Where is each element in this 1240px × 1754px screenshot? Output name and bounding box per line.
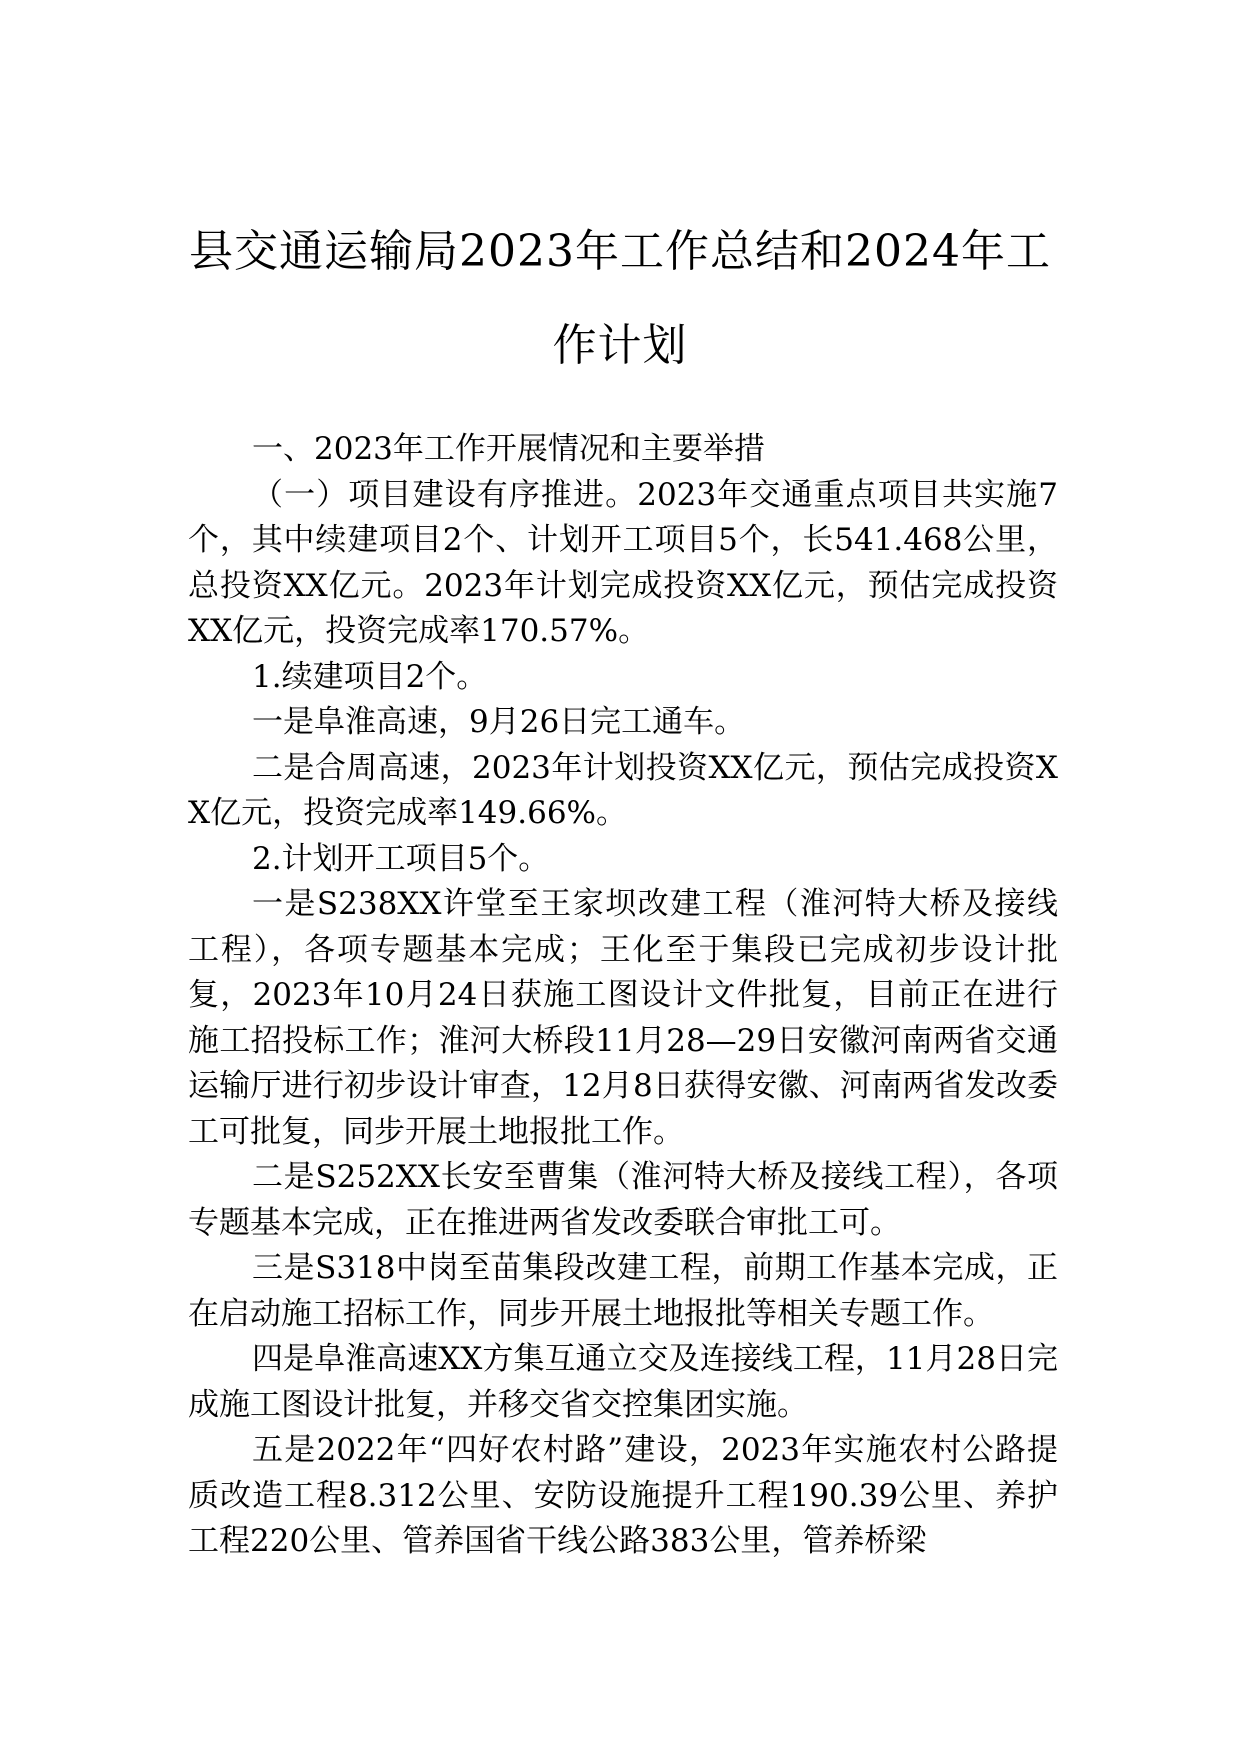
paragraph-item: 一是S238XX许堂至王家坝改建工程（淮河特大桥及接线工程），各项专题基本完成；王化至于集段已完成初步设计批复，2023年10月24日获施工图设计文件批复，目前正在进行施工招投标工作；淮河大桥段11月28—29日安徽河南两省交通运输厅进行初步设计审查，12月8日获得安徽、河南两省发改委工可批复，同步开展土地报批工作。: [188, 886, 1058, 1150]
section-heading: 一、2023年工作开展情况和主要举措: [252, 431, 765, 467]
paragraph-item: 四是阜淮高速XX方集互通立交及连接线工程，11月28日完成施工图设计批复，并移交省交控集团实施。: [188, 1341, 1058, 1423]
title-line-2: 作计划: [552, 320, 688, 371]
subheading-continued-projects: 1.续建项目2个。: [252, 658, 488, 695]
paragraph-item: 二是S252XX长安至曹集（淮河特大桥及接线工程），各项专题基本完成，正在推进两省发改委联合审批工可。: [188, 1159, 1058, 1241]
paragraph-item: 五是2022年“四好农村路”建设，2023年实施农村公路提质改造工程8.312公里、安防设施提升工程190.39公里、养护工程220公里、管养国省干线公路383公里，管养桥梁: [188, 1432, 1058, 1559]
paragraph-item: 三是S318中岗至苗集段改建工程，前期工作基本完成，正在启动施工招标工作，同步开展土地报批等相关专题工作。: [188, 1250, 1058, 1332]
title-line-1: 县交通运输局2023年工作总结和2024年工: [189, 226, 1051, 277]
document-title: [180, 205, 1060, 393]
subheading-planned-projects: 2.计划开工项目5个。: [252, 840, 550, 877]
document-body: [188, 427, 1058, 1565]
paragraph-item: 二是合周高速，2023年计划投资XX亿元，预估完成投资XX亿元，投资完成率149.66%。: [188, 749, 1058, 831]
paragraph-item: 一是阜淮高速，9月26日完工通车。: [252, 704, 746, 740]
paragraph-project-overview: （一）项目建设有序推进。2023年交通重点项目共实施7个，其中续建项目2个、计划开工项目5个，长541.468公里，总投资XX亿元。2023年计划完成投资XX亿元，预估完成投资XX亿元，投资完成率170.57%。: [188, 476, 1058, 649]
